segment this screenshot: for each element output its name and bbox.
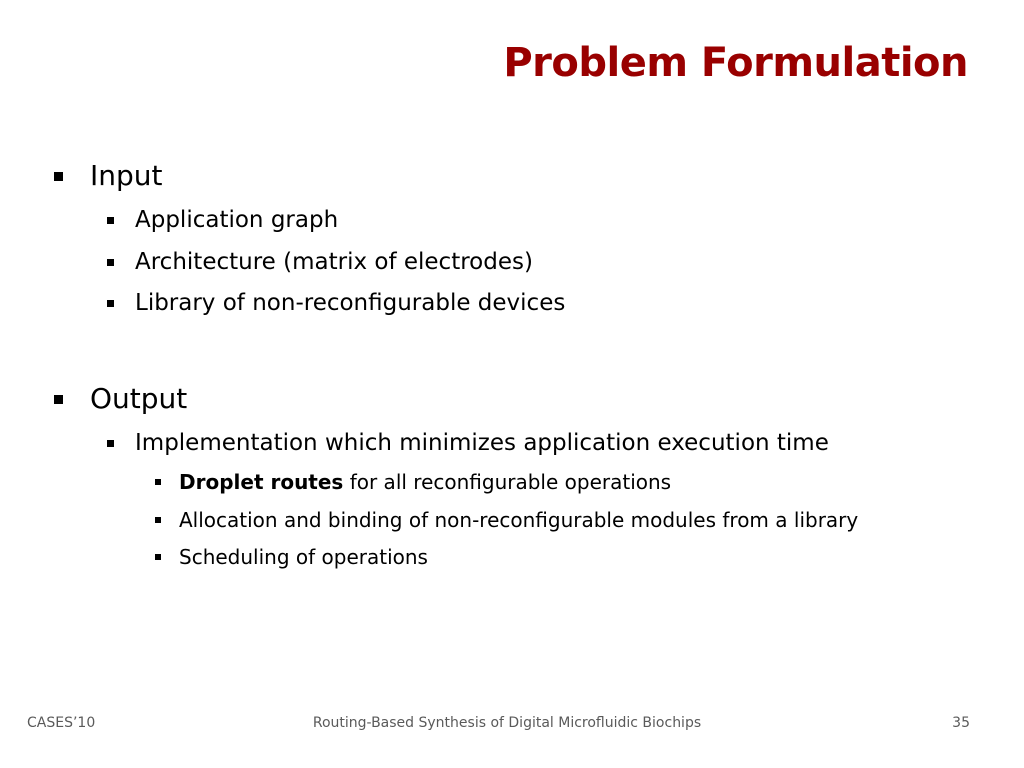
bullet-output (54, 381, 187, 417)
bullet-droplet-routes (155, 469, 671, 495)
footer-presentation-title: Routing-Based Synthesis of Digital Microfluidic Biochips (312, 715, 702, 731)
square-bullet-icon (155, 479, 161, 485)
square-bullet-icon (155, 517, 161, 523)
bullet-library-text: Library of non-reconfigurable devices (135, 290, 566, 316)
bullet-application-graph (107, 205, 338, 235)
square-bullet-icon (107, 259, 114, 266)
bullet-allocation (155, 507, 858, 533)
bullet-allocation-text: Allocation and binding of non-reconfigurable modules from a library (179, 508, 859, 532)
bullet-implementation-text: Implementation which minimizes application execution time (135, 430, 829, 456)
bullet-scheduling-text: Scheduling of operations (179, 545, 428, 569)
square-bullet-icon (155, 554, 161, 560)
square-bullet-icon (107, 300, 114, 307)
bullet-architecture-text: Architecture (matrix of electrodes) (135, 249, 533, 275)
bullet-architecture (107, 247, 533, 277)
bullet-output-text: Output (90, 382, 188, 415)
bullet-input (54, 158, 163, 194)
footer-conference: CASES’10 (27, 715, 96, 731)
droplet-routes-rest: for all reconfigurable operations (343, 470, 672, 494)
square-bullet-icon (107, 440, 114, 447)
bullet-implementation (107, 428, 829, 458)
square-bullet-icon (54, 172, 63, 181)
droplet-routes-emphasis: Droplet routes (179, 470, 344, 494)
bullet-application-graph-text: Application graph (135, 207, 339, 233)
square-bullet-icon (54, 395, 63, 404)
bullet-droplet-routes-text (179, 469, 671, 495)
square-bullet-icon (107, 217, 114, 224)
bullet-scheduling (155, 544, 428, 570)
bullet-library (107, 288, 565, 318)
bullet-input-text: Input (90, 159, 163, 192)
slide-title: Problem Formulation (503, 40, 968, 86)
footer-page-number: 35 (952, 715, 970, 731)
